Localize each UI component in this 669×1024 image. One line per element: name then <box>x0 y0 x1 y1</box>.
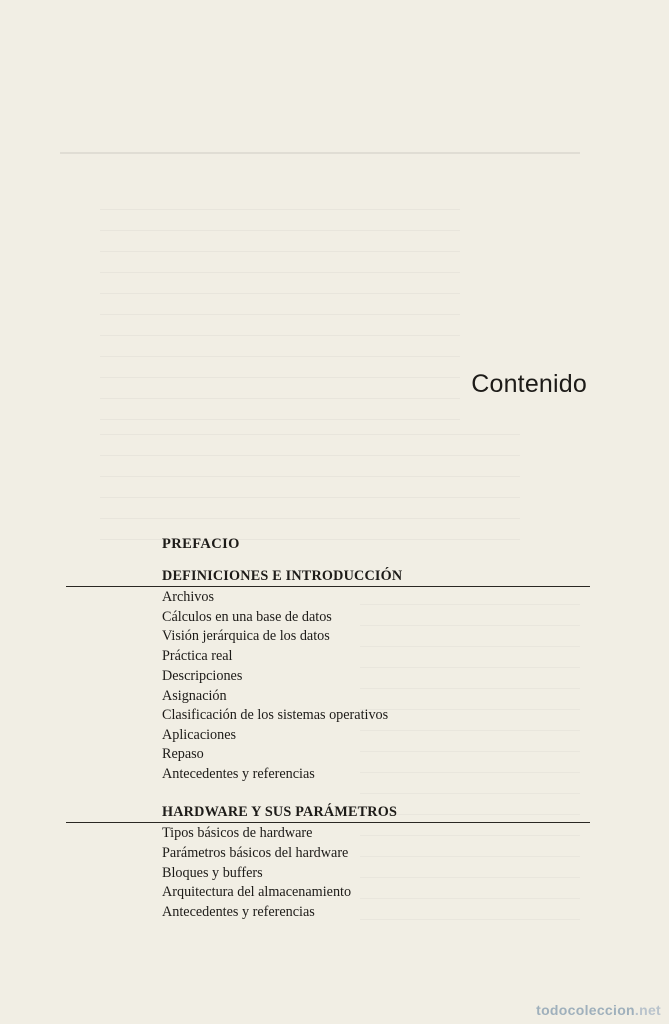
chapter-title: HARDWARE Y SUS PARÁMETROS <box>162 804 398 820</box>
section-title: Asignación <box>162 688 227 704</box>
section-title: Clasificación de los sistemas operativos <box>162 707 389 723</box>
watermark-suffix: .net <box>634 1002 661 1018</box>
section-title: Aplicaciones <box>162 727 237 743</box>
section-title: Visión jerárquica de los datos <box>162 628 330 644</box>
section-title: Bloques y buffers <box>162 865 263 881</box>
chapter-title: DEFINICIONES E INTRODUCCIÓN <box>162 568 403 584</box>
section-title: Arquitectura del almacenamiento <box>162 884 352 900</box>
section-title: Cálculos en una base de datos <box>162 609 332 625</box>
section-title: Parámetros básicos del hardware <box>162 845 349 861</box>
watermark <box>536 1002 661 1018</box>
section-title: Tipos básicos de hardware <box>162 825 313 841</box>
section-title: Antecedentes y referencias <box>162 766 315 782</box>
section-title: Repaso <box>162 746 204 762</box>
chapter-divider <box>66 822 590 823</box>
section-title: Práctica real <box>162 648 233 664</box>
section-title: Antecedentes y referencias <box>162 904 315 920</box>
chapter-divider <box>66 586 590 587</box>
page-title: Contenido <box>471 370 587 398</box>
preface-heading: PREFACIO <box>162 536 240 552</box>
section-title: Descripciones <box>162 668 243 684</box>
section-title: Archivos <box>162 589 215 605</box>
watermark-brand: todocoleccion <box>536 1002 635 1018</box>
